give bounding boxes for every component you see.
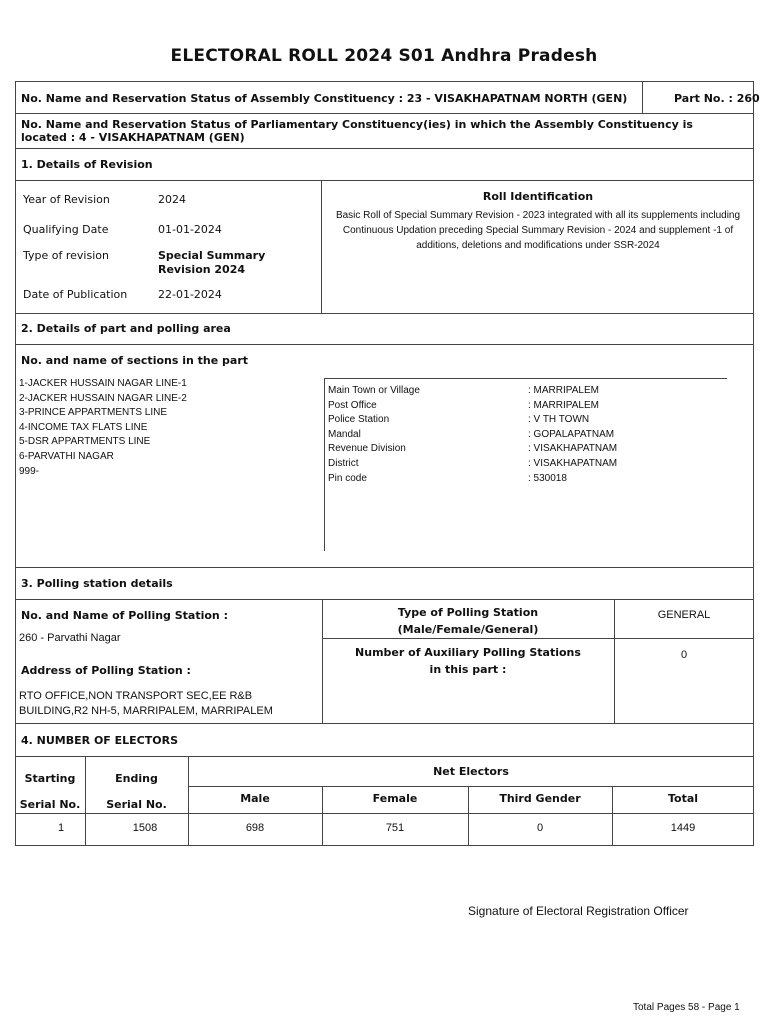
polling-area-values [528, 384, 617, 486]
third-gender-value: 0 [536, 822, 544, 834]
male-value: 698 [245, 822, 265, 834]
detail-value: : VISAKHAPATNAM [528, 457, 618, 469]
auxiliary-stations-label: Number of Auxiliary Polling Stations in this part : [355, 646, 581, 676]
polling-station-address-value: RTO OFFICE,NON TRANSPORT SEC,EE R&B BUILDING,R2 NH-5, MARRIPALEM, MARRIPALEM [19, 690, 273, 717]
list-item: 4-INCOME TAX FLATS LINE [19, 421, 148, 433]
roll-identification-heading: Roll Identification [482, 190, 594, 203]
ending-serial-header: Ending Serial No. [106, 772, 167, 811]
type-of-revision-value: Special Summary Revision 2024 [158, 249, 266, 276]
list-item: 5-DSR APPARTMENTS LINE [19, 436, 151, 448]
list-item: 2-JACKER HUSSAIN NAGAR LINE-2 [19, 392, 187, 404]
detail-label: Pin code [328, 472, 367, 484]
part-area-heading: 2. Details of part and polling area [21, 322, 231, 335]
qualifying-date-label: Qualifying Date [23, 223, 109, 236]
list-item: 3-PRINCE APPARTMENTS LINE [19, 407, 167, 419]
signature-label: Signature of Electoral Registration Officer [468, 904, 689, 918]
detail-label: Post Office [328, 399, 377, 411]
polling-station-type-value: GENERAL [657, 609, 711, 621]
detail-label: Main Town or Village [328, 385, 420, 396]
sections-heading: No. and name of sections in the part [21, 354, 249, 367]
net-electors-header: Net Electors [433, 765, 509, 778]
qualifying-date-value: 01-01-2024 [158, 223, 222, 236]
list-item: 6-PARVATHI NAGAR [19, 450, 114, 462]
detail-value: : VISAKHAPATNAM [528, 443, 618, 455]
total-value: 1449 [670, 822, 696, 834]
detail-value: : V TH TOWN [528, 414, 590, 426]
polling-station-name-label: No. and Name of Polling Station : [21, 609, 228, 622]
polling-station-address-label: Address of Polling Station : [21, 664, 191, 677]
female-header: Female [372, 792, 418, 805]
total-header: Total [667, 792, 699, 805]
electors-heading: 4. NUMBER OF ELECTORS [21, 734, 178, 747]
detail-value: : 530018 [528, 472, 567, 484]
list-item: 1-JACKER HUSSAIN NAGAR LINE-1 [19, 378, 187, 389]
third-gender-header: Third Gender [499, 792, 581, 805]
detail-value: : MARRIPALEM [528, 385, 599, 396]
part-number: Part No. : 260 [674, 92, 760, 105]
detail-value: : GOPALAPATNAM [528, 428, 615, 440]
list-item: 999- [19, 465, 40, 477]
assembly-constituency: No. Name and Reservation Status of Assembly Constituency : 23 - VISAKHAPATNAM NORTH (GEN) [21, 92, 628, 105]
publication-date-label: Date of Publication [23, 288, 128, 301]
year-of-revision-value: 2024 [158, 193, 186, 206]
auxiliary-stations-value: 0 [680, 649, 688, 661]
page-title: ELECTORAL ROLL 2024 S01 Andhra Pradesh [170, 46, 598, 66]
year-of-revision-label: Year of Revision [23, 193, 110, 206]
polling-area-labels [328, 384, 420, 486]
type-of-revision-label: Type of revision [23, 249, 109, 262]
roll-identification-text: Basic Roll of Special Summary Revision - 2023 integrated with all its supplements including Continuous Updation preceding Special Summary Revision - 2024 and supplement -1 of additions, deletions and modifications under SSR-2024 [335, 210, 741, 251]
detail-label: Police Station [328, 414, 390, 426]
polling-heading: 3. Polling station details [21, 577, 173, 590]
detail-label: District [328, 457, 359, 469]
detail-label: Mandal [328, 428, 361, 440]
revision-heading: 1. Details of Revision [21, 158, 153, 171]
sections-list [19, 377, 187, 479]
polling-station-type-label: Type of Polling Station (Male/Female/General) [397, 606, 539, 636]
detail-value: : MARRIPALEM [528, 399, 599, 411]
parliamentary-constituency: No. Name and Reservation Status of Parliamentary Constituency(ies) in which the Assembly Constituency is located : 4 - VISAKHAPATNAM (GEN) [21, 118, 693, 144]
page-footer: Total Pages 58 - Page 1 [633, 1002, 740, 1013]
starting-serial-value: 1 [57, 822, 65, 834]
polling-station-name-value: 260 - Parvathi Nagar [19, 632, 121, 644]
ending-serial-value: 1508 [132, 822, 158, 834]
detail-label: Revenue Division [328, 443, 406, 455]
starting-serial-header: Starting Serial No. [19, 772, 81, 811]
female-value: 751 [385, 822, 405, 834]
publication-date-value: 22-01-2024 [158, 288, 222, 301]
male-header: Male [240, 792, 270, 805]
